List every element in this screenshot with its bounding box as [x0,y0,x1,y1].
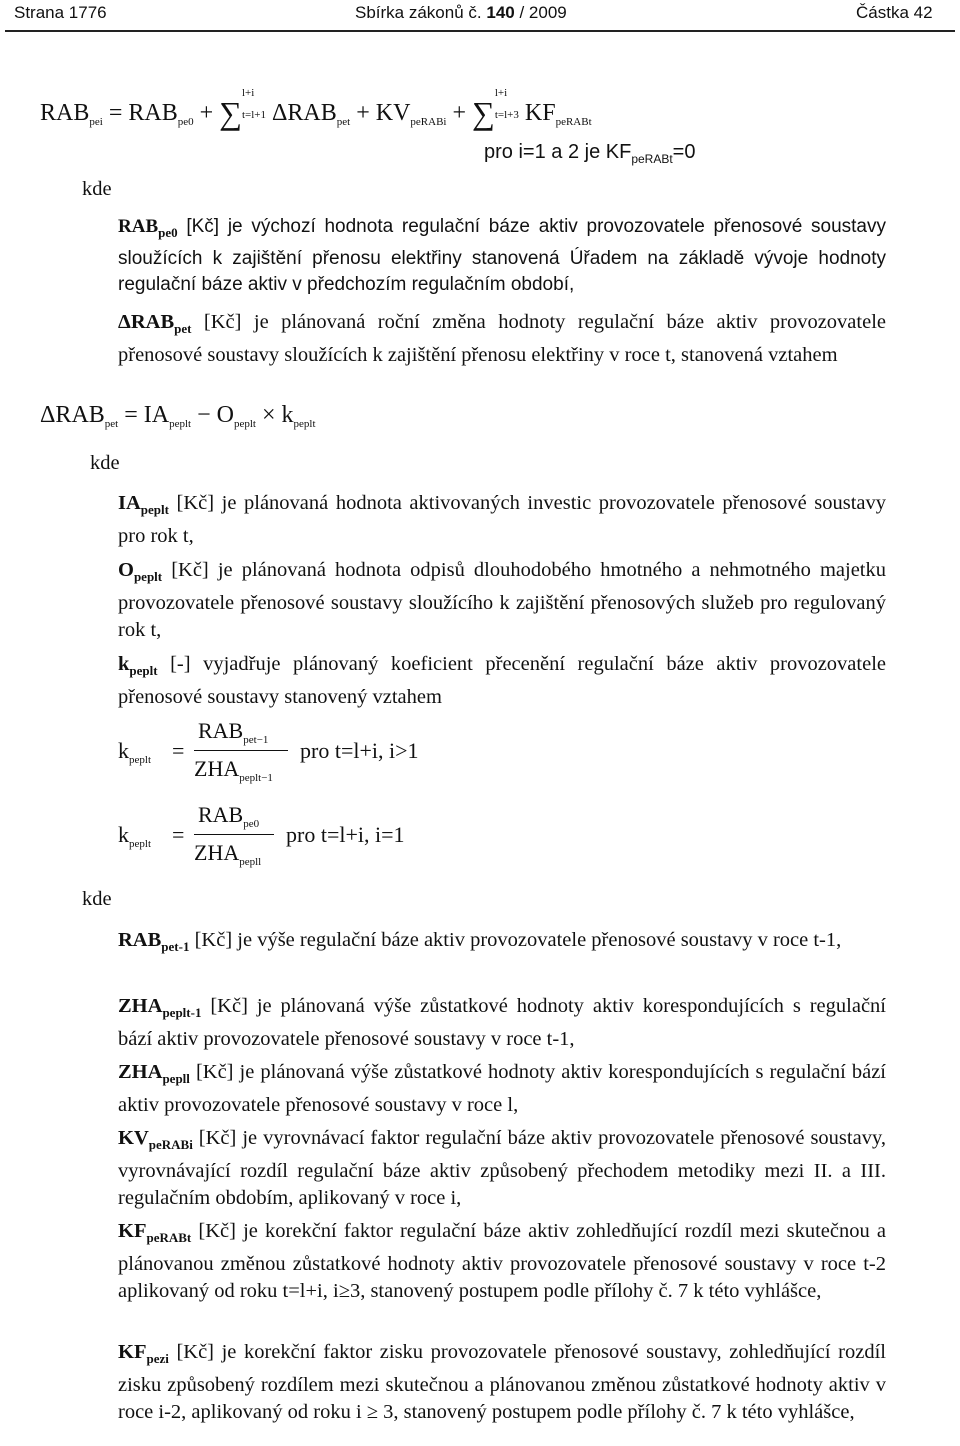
definition-kf-pezi: $KF_{pezi}$ [Kč] je korekční faktor zisku provozovatele přenosové soustavy, zohledňující rozdíl zisku způsobený rozdílem mezi skutečnou a plánovanou změnou zůstatkové hodnoty aktiv v roce i-2, aplikovaný od roku i ≥ 3, stanovený postupem podle přílohy č. 7 k této vyhlášce, [118,1341,886,1424]
definition-delta-rab-pet: $\Delta RAB_{pet}$ [Kč] je plánovaná roční změna hodnoty regulační báze aktiv provozovatele přenosové soustavy sloužících k zajištění přenosu elektřiny v roce t, stanovená vztahem [118,311,886,367]
definition-zha-peplt-1: $ZHA_{peplt-1}$ [Kč] je plánovaná výše zůstatkové hodnoty aktiv korespondujících s regulační bází aktiv provozovatele přenosové soustavy v roce t-1, [118,995,886,1051]
collection-year: / 2009 [519,3,567,22]
definition-k-peplt: $k_{peplt}$ [-] vyjadřuje plánovaný koeficient přecenění regulační báze aktiv provozovatele přenosové soustavy stanovený vztahem [118,653,886,709]
definition-o-peplt: $O_{peplt}$ [Kč] je plánovaná hodnota odpisů dlouhodobého hmotného a nehmotného majetku provozovatele přenosové soustavy sloužícího k zajištění přenosových služeb pro regulovaný rok t, [118,559,886,642]
sum-symbol: ∑ [219,95,242,131]
collection-number: 140 [486,3,515,22]
term: $ZHA_{pepll}$ [118,1061,190,1087]
equation-condition: pro i=1 a 2 je $KF_{peRABt}=0$ [484,141,696,166]
term: $k_{peplt}$ [118,653,158,679]
term: $KV_{peRABi}$ [118,1127,193,1153]
term: $\Delta RAB_{pet}$ [118,311,192,337]
kde-label: kde [82,888,112,910]
definition-rab-pe0: $RAB_{pe0}$ [Kč] je výchozí hodnota regulační báze aktiv provozovatele přenosové soustavy sloužících k zajištění přenosu elektřiny stanovená Úřadem na základě vývoje hodnoty regulační báze aktiv v předchozím regulačním období, [118,216,886,295]
fraction-line [194,834,274,835]
kde-label: kde [90,452,120,474]
equation-rab-pei: $RAB_{pei} = RAB_{pe0} + \sum l+i$ t=l+1 $\Delta RAB_{pet} + KV_{peRABi} + \sum l+i$ t=l+3 $KF_{peRABt}$ [40,87,592,131]
page-number: Strana 1776 [14,3,107,22]
term: $IA_{peplt}$ [118,492,169,518]
definition-zha-pepll: $ZHA_{pepll}$ [Kč] je plánovaná výše zůstatkové hodnoty aktiv korespondujících s regulační bází aktiv provozovatele přenosové soustavy v roce l, [118,1061,886,1117]
equation-delta-rab: $\Delta RAB_{pet} = IA_{peplt} - O_{peplt} \times k_{peplt}$ [40,402,316,430]
term: $ZHA_{peplt-1}$ [118,995,202,1021]
term: $KF_{pezi}$ [118,1341,169,1367]
header-rule [5,30,955,32]
definition-kv-perabi: $KV_{peRABi}$ [Kč] je vyrovnávací faktor regulační báze aktiv provozovatele přenosové soustavy, vyrovnávající rozdíl regulační báze aktiv způsobený přechodem metodiky mezi II. a III. regulačním obdobím, aplikovaný v roce i, [118,1127,886,1210]
term: $KF_{peRABt}$ [118,1220,192,1246]
term: $O_{peplt}$ [118,559,163,585]
term: $RAB_{pet-1}$ [118,929,190,955]
kde-label: kde [82,178,112,200]
collection-prefix: Sbírka zákonů č. [355,3,482,22]
definition-rab-pet-1: $RAB_{pet-1}$ [Kč] je výše regulační báze aktiv provozovatele přenosové soustavy v roce t-1, [118,929,842,955]
term: $RAB_{pe0}$ [118,216,178,240]
fraction-line [194,750,288,751]
definition-ia-peplt: $IA_{peplt}$ [Kč] je plánovaná hodnota aktivovaných investic provozovatele přenosové soustavy pro rok t, [118,492,886,548]
part-number: Částka 42 [856,3,933,22]
definition-kf-perabt: $KF_{peRABt}$ [Kč] je korekční faktor regulační báze aktiv zohledňující rozdíl mezi skutečnou a plánovanou změnou zůstatkové hodnoty aktiv provozovatele přenosové soustavy v roce t-2 aplikovaný od roku t=l+i, i≥3, stanovený postupem podle přílohy č. 7 k této vyhlášce, [118,1220,886,1303]
sum-symbol: ∑ [472,95,495,131]
collection-title [355,3,567,23]
